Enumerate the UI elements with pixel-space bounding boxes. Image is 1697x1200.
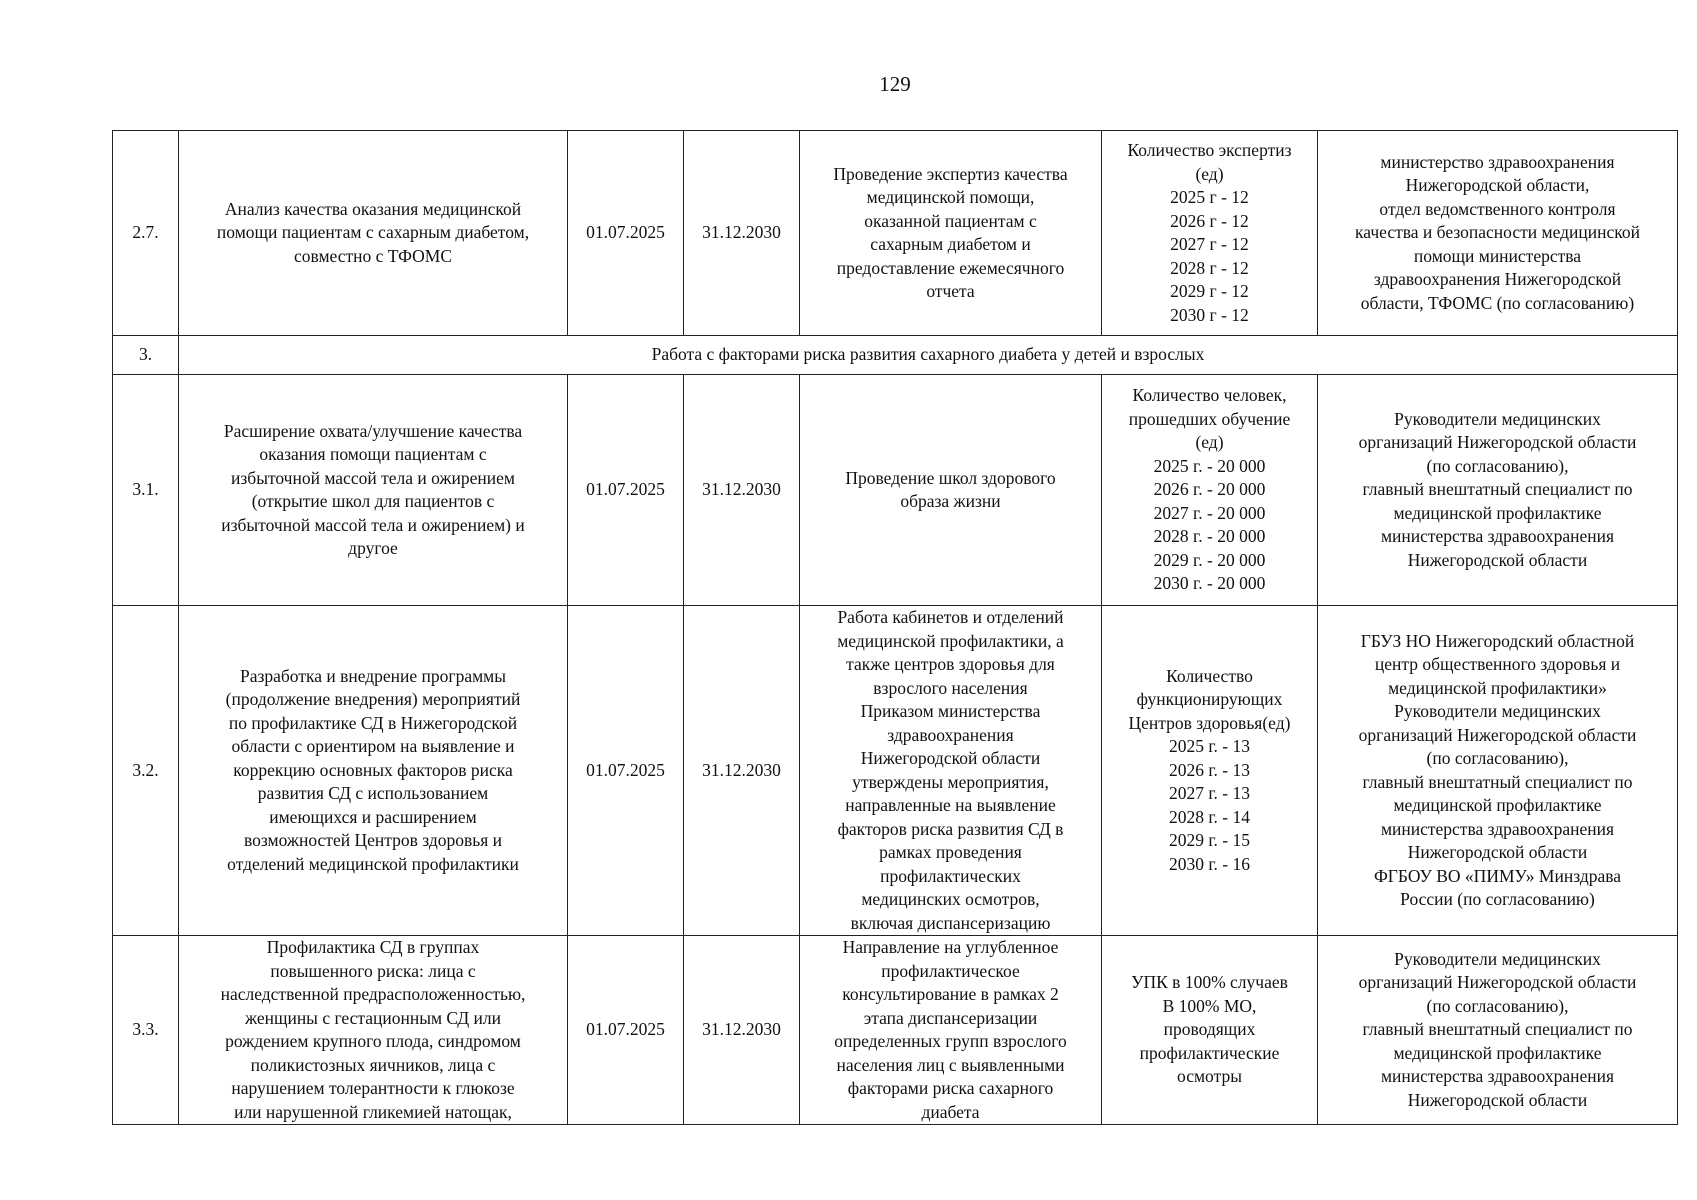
text-line: нарушением толерантности к глюкозе [231,1078,515,1098]
text-line: Профилактика СД в группах [266,937,480,957]
text-line: рождением крупного плода, синдромом [225,1031,521,1051]
responsible-party [1318,936,1678,1125]
text-line: Количество человек, [1132,385,1287,406]
text-line: предоставление ежемесячного [836,257,1065,278]
expected-result [800,131,1102,336]
text-line: избыточной массой тела и ожирением) и [221,514,525,535]
text-line: (по согласованию), [1426,455,1569,476]
section-number: 3. [113,336,179,375]
text-line: диабета [921,1101,980,1122]
text-line: ГБУЗ НО Нижегородский областной [1360,630,1635,651]
expected-result [800,375,1102,606]
text-line: 2029 г. - 20 000 [1153,549,1266,570]
text-line: профилактических [880,865,1021,886]
text-line: оказанной пациентам с [864,210,1037,231]
text-line: Руководители медицинских [1394,408,1601,429]
text-line: 2029 г - 12 [1170,281,1249,301]
expected-result [800,936,1102,1125]
text-line: Анализ качества оказания медицинской [224,198,522,219]
table-row [113,936,1678,1125]
text-line: 2028 г - 12 [1170,257,1249,278]
text-line: организаций Нижегородской области [1358,972,1637,993]
text-line: В 100% МО, [1162,995,1257,1016]
text-line: организаций Нижегородской области [1358,724,1637,745]
table-row [113,375,1678,606]
start-date: 01.07.2025 [568,606,684,936]
text-line: медицинской профилактике [1393,502,1602,523]
text-line: 2027 г. - 13 [1168,783,1251,804]
section-row [113,336,1678,375]
text-line: направленные на выявление [845,795,1056,815]
text-line: также центров здоровья для [846,654,1055,674]
text-line: центр общественного здоровья и [1374,654,1621,674]
start-date: 01.07.2025 [568,131,684,336]
measure-name [179,936,568,1125]
text-line: или нарушенной гликемией натощак, [234,1101,512,1122]
end-date: 31.12.2030 [684,131,800,336]
text-line: образа жизни [900,491,1001,511]
text-line: консультирование в рамках 2 [842,984,1059,1004]
end-date: 31.12.2030 [684,606,800,936]
text-line: совместно с ТФОМС [293,245,453,266]
page-number: 129 [879,72,911,96]
text-line: главный внештатный специалист по [1362,771,1633,792]
text-line: населения лиц с выявленными [836,1054,1065,1075]
text-line: Приказом министерства [860,701,1041,721]
text-line: 2027 г. - 20 000 [1153,502,1266,523]
text-line: 2025 г. - 13 [1168,736,1251,757]
text-line: Направление на углубленное [842,937,1059,957]
text-line: Работа кабинетов и отделений [837,607,1064,627]
text-line: Центров здоровья(ед) [1128,712,1291,733]
text-line: 2026 г. - 13 [1168,759,1251,780]
text-line: медицинской профилактики, а [837,630,1064,651]
expected-result [800,606,1102,936]
start-date: 01.07.2025 [568,375,684,606]
text-line: оказания помощи пациентам с [259,444,487,464]
text-line: развития СД с использованием [257,783,489,804]
text-line: 2030 г. - 16 [1168,853,1251,874]
text-line: (ед) [1195,432,1224,453]
row-number: 3.1. [113,375,179,606]
text-line: (открытие школ для пациентов с [251,491,495,511]
text-line: России (по согласованию) [1400,889,1595,909]
text-line: Количество экспертиз [1127,140,1292,160]
text-line: министерства здравоохранения [1380,526,1615,547]
text-line: медицинской профилактике [1393,1042,1602,1063]
text-line: медицинских осмотров, [861,889,1040,909]
text-line: (по согласованию), [1426,995,1569,1016]
text-line: рамках проведения [879,842,1022,862]
text-line: Разработка и внедрение программы [239,665,507,686]
text-line: министерства здравоохранения [1380,818,1615,839]
text-line: повышенного риска: лица с [270,960,476,981]
text-line: Количество [1166,665,1253,686]
text-line: УПК в 100% случаев [1131,972,1288,993]
text-line: другое [348,538,398,558]
text-line: медицинской профилактике [1393,795,1602,815]
text-line: 2030 г. - 20 000 [1153,573,1266,594]
text-line: факторов риска развития СД в [837,818,1064,839]
text-line: помощи пациентам с сахарным диабетом, [216,222,530,243]
text-line: включая диспансеризацию [850,912,1051,933]
text-line: 2025 г. - 20 000 [1153,455,1266,476]
text-line: (по согласованию), [1426,748,1569,768]
text-line: Нижегородской области, [1405,175,1590,196]
text-line: имеющихся и расширением [269,806,477,827]
target-indicator [1102,131,1318,336]
text-line: Руководители медицинских [1394,701,1601,721]
text-line: министерство здравоохранения [1380,151,1615,172]
text-line: (ед) [1195,163,1224,184]
text-line: профилактические [1139,1042,1280,1063]
text-line: министерства здравоохранения [1380,1066,1615,1087]
target-indicator [1102,375,1318,606]
start-date: 01.07.2025 [568,936,684,1125]
text-line: 2026 г. - 20 000 [1153,479,1266,500]
text-line: проводящих [1163,1019,1256,1040]
text-line: 2030 г - 12 [1170,304,1249,325]
text-line: взрослого населения [873,677,1028,698]
measure-name [179,606,568,936]
text-line: Проведение экспертиз качества [833,163,1068,184]
table-row [113,131,1678,336]
text-line: факторами риска сахарного [847,1078,1054,1098]
end-date: 31.12.2030 [684,375,800,606]
text-line: Расширение охвата/улучшение качества [223,420,523,441]
responsible-party [1318,606,1678,936]
text-line: функционирующих [1136,689,1283,710]
measure-name [179,375,568,606]
text-line: отделений медицинской профилактики [227,853,519,874]
target-indicator [1102,606,1318,936]
section-title: Работа с факторами риска развития сахарного диабета у детей и взрослых [179,336,1678,375]
text-line: Нижегородской области [1407,549,1588,570]
text-line: 2028 г. - 14 [1168,806,1251,827]
text-line: 2026 г - 12 [1170,210,1249,231]
text-line: Проведение школ здорового [845,467,1056,488]
text-line: главный внештатный специалист по [1362,479,1633,500]
text-line: (продолжение внедрения) мероприятий [225,689,521,710]
target-indicator [1102,936,1318,1125]
text-line: отчета [926,281,975,301]
text-line: 2027 г - 12 [1170,234,1249,254]
text-line: утверждены мероприятия, [852,771,1049,792]
end-date: 31.12.2030 [684,936,800,1125]
text-line: Нижегородской области [1407,842,1588,862]
text-line: медицинской помощи, [866,187,1035,207]
text-line: отдел ведомственного контроля [1379,198,1616,219]
text-line: помощи министерства [1413,245,1582,266]
text-line: медицинской профилактики» [1388,677,1607,698]
text-line: здравоохранения Нижегородской [1373,269,1622,290]
text-line: коррекцию основных факторов риска [233,759,513,780]
text-line: поликистозных яичников, лица с [250,1054,496,1075]
text-line: осмотры [1177,1066,1242,1087]
text-line: ФГБОУ ВО «ПИМУ» Минздрава [1373,865,1622,886]
text-line: определенных групп взрослого [834,1031,1067,1051]
text-line: прошедших обучение [1128,408,1291,429]
text-line: наследственной предрасположенностью, [220,984,526,1004]
responsible-party [1318,375,1678,606]
text-line: главный внештатный специалист по [1362,1019,1633,1040]
text-line: по профилактике СД в Нижегородской [228,712,518,733]
text-line: Нижегородской области [1407,1089,1588,1110]
row-number: 3.3. [113,936,179,1125]
row-number: 2.7. [113,131,179,336]
responsible-party [1318,131,1678,336]
text-line: организаций Нижегородской области [1358,432,1637,453]
text-line: качества и безопасности медицинской [1355,222,1640,243]
text-line: возможностей Центров здоровья и [243,830,503,851]
text-line: области с ориентиром на выявление и [231,736,515,757]
text-line: 2029 г. - 15 [1168,830,1251,851]
measure-name [179,131,568,336]
text-line: 2025 г - 12 [1170,187,1249,207]
text-line: женщины с гестационным СД или [244,1007,501,1028]
text-line: 2028 г. - 20 000 [1153,526,1266,547]
text-line: здравоохранения [887,724,1014,745]
text-line: Руководители медицинских [1394,948,1601,969]
table-row [113,606,1678,936]
text-line: области, ТФОМС (по согласованию) [1360,292,1635,313]
action-plan-table [112,130,1678,1125]
text-line: избыточной массой тела и ожирением [231,467,515,488]
text-line: этапа диспансеризации [863,1007,1038,1028]
row-number: 3.2. [113,606,179,936]
text-line: профилактическое [881,960,1020,981]
text-line: Нижегородской области [860,748,1041,768]
text-line: сахарным диабетом и [870,234,1031,254]
